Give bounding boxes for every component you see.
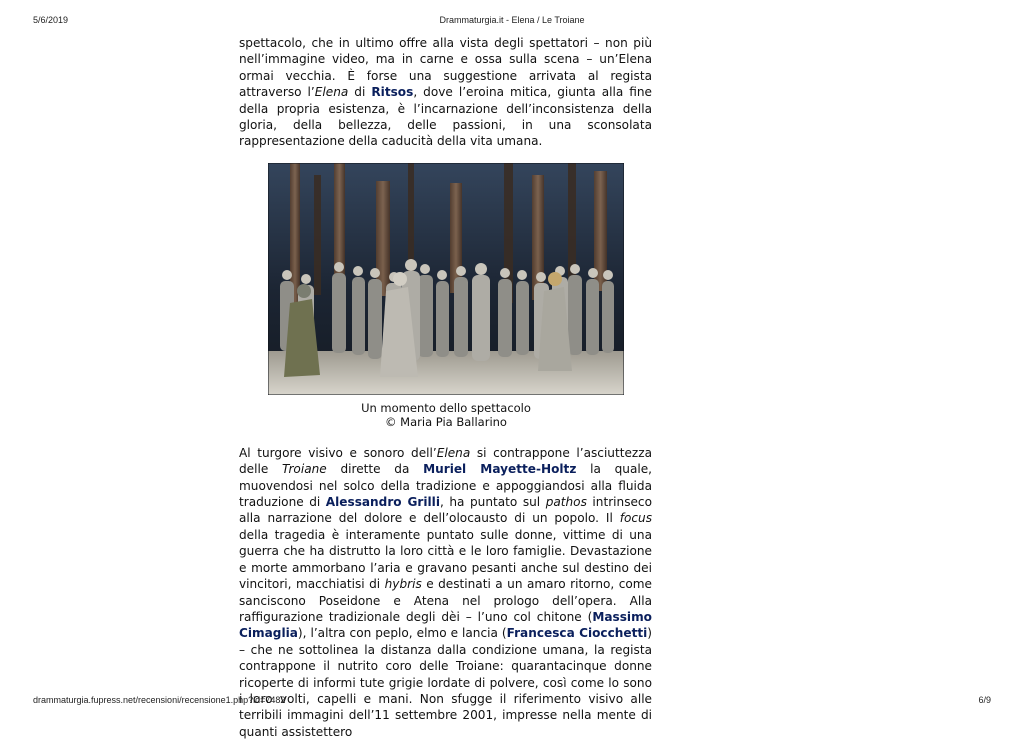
- footer-url: drammaturgia.fupress.net/recensioni/recensione1.php?id=7482: [33, 695, 286, 705]
- header-title: Drammaturgia.it - Elena / Le Troiane: [439, 15, 585, 25]
- text-run: e destinati a un amaro ritorno, come sanciscono Poseidone e Atena nel prologo dell’opera. Alla raffigurazione tradizionale degli dèi – l’uno col chitone (: [239, 577, 652, 624]
- text-run: , ha puntato sul: [439, 495, 546, 510]
- italic-pathos: pathos: [545, 495, 587, 510]
- italic-title-troiane: Troiane: [282, 462, 327, 477]
- italic-focus: focus: [619, 511, 652, 526]
- text-run: di: [348, 85, 372, 100]
- caption-line-1: Un momento dello spettacolo: [361, 400, 531, 415]
- figure-caption: [268, 401, 624, 430]
- text-run: dirette da: [326, 462, 424, 477]
- italic-title-elena: Elena: [314, 85, 349, 100]
- name-francesca-ciocchetti: Francesca Ciocchetti: [506, 626, 648, 641]
- name-alessandro-grilli: Alessandro Grilli: [325, 495, 440, 510]
- text-run: Al turgore visivo e sonoro dell’: [239, 445, 437, 460]
- figure: [268, 163, 624, 430]
- footer-page-number: 6/9: [978, 695, 991, 705]
- text-run: spettacolo, che in ultimo offre alla vista degli spettatori – non più nell’immagine video, ma in carne e ossa sulla scena – un’Elena ormai vecchia. È forse una suggestione arrivata al regista attraverso l’: [239, 36, 652, 100]
- text-run: della tragedia è interamente puntato sulle donne, vittime di una guerra che ha distrutto la loro città e le loro famiglie. Devastazione e morte ammorbano l’aria e gravano pesanti anche sul destino dei vincitori, macchiatisi di: [239, 527, 652, 592]
- article-content: [239, 35, 652, 740]
- italic-title-elena: Elena: [436, 445, 471, 460]
- name-ritsos: Ritsos: [371, 85, 414, 100]
- header-date: 5/6/2019: [33, 15, 69, 25]
- text-run: si contrappone l’asciuttezza delle: [239, 445, 653, 477]
- caption-credit: © Maria Pia Ballarino: [385, 415, 507, 430]
- text-run: , dove l’eroina mitica, giunta alla fine della propria esistenza, è l’incarnazione dell’inconsistenza della gloria, della bellezza, delle passioni, in una sconsolata rappresentazione della caducità della vita umana.: [239, 85, 652, 149]
- text-run: ) – che ne sottolinea la distanza dalla condizione umana, la regista contrappone il nutrito coro delle Troiane: quarantacinque donne ricoperte di informi tute grigie lordate di polvere, così come lo sono i loro volti, capelli e mani. Non sfugge il riferimento visivo alle terribili immagini dell’11 settembre 2001, impresse nella mente di quanti assistettero: [239, 626, 652, 739]
- text-run: intrinseco alla narrazione del dolore e dell’olocausto di un popolo. Il: [239, 495, 652, 526]
- paragraph-2: [239, 445, 652, 740]
- italic-hybris: hybris: [384, 577, 422, 592]
- paragraph-1: [239, 35, 652, 150]
- text-run: la quale, muovendosi nel solco della tradizione e appoggiandosi alla fluida traduzione di: [239, 462, 653, 510]
- text-run: ), l’altra con peplo, elmo e lancia (: [297, 626, 507, 641]
- name-massimo-cimaglia: Massimo Cimaglia: [239, 609, 652, 641]
- stage-photo: [268, 163, 624, 395]
- name-muriel-mayette-holtz: Muriel Mayette-Holtz: [423, 462, 577, 477]
